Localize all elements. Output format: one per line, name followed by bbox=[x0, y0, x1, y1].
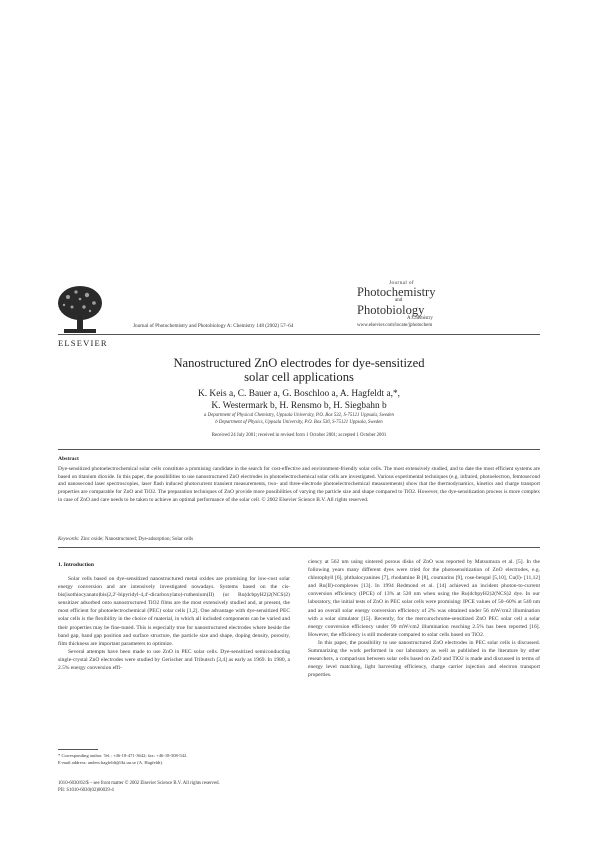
abstract-heading: Abstract bbox=[58, 456, 79, 462]
corresponding-author-footnote bbox=[58, 753, 290, 766]
intro-paragraph-1: Solar cells based on dye-sensitized nanostructured metal oxides are promising for low-cost solar energy conversion and are intensively investigated nowadays. Systems based on the cis-bis(isothiocyanato)bis(2,2′-bipyridyl-4,4′-dicarboxylato)-ruthenium(II) (or Ru(dcbpyH2)2(NCS)2) sensitizer adsorbed onto nanostructured TiO2 films are the most extensively studied and, at present, the most efficient for photoelectrochemical (PEC) solar cells [1,2]. One advantage with dye-sensitized PEC solar cells is the flexibility in the choice of material, in which all included components can be varied and their properties may be fine-tuned. This is especially true for nanostructured electrodes where beside the band gap, band gap position and surface structure, the particle size and shape, doping density, porosity, film thickness are important parameters to optimize. bbox=[58, 576, 290, 647]
keywords-line bbox=[58, 537, 193, 542]
footer-line-2: PII: S1010-6030(02)00039-4 bbox=[58, 788, 114, 793]
intro-paragraph-3: ciency at 562 nm using sintered porous disks of ZnO was reported by Matsumura et al. [5]. In the following years many different dyes were tried for the photosensitization of ZnO electrodes, e.g. chlorophyll [6], phthalocyanines [7], rhodamine B [8], coumarins [9], rose-bengal [5,10], Cu(I)- [11,12] and Ru(II)-complexes [13]. In 1994 Redmond et al. [14] achieved an incident photon-to-current conversion efficiency (IPCE) of 13% at 520 nm when using the Ru(dcbpyH2)2(NCS)2 dye. In our laboratory, the initial tests of ZnO in PEC solar cells were promising: IPCE values of 50–60% at 540 nm and an overall solar energy conversion efficiency of 2% was obtained under 56 mW/cm2 illumination with a solar simulator [15]. Recently, for the mercurochrome-sensitized ZnO PEC solar cell a solar energy conversion efficiency under 99 mW/cm2 illumination reaching 2.5% has been reported [16]. However, the efficiency is still moderate compared to solar cells based on TiO2. bbox=[308, 559, 540, 638]
footnote-rule bbox=[58, 749, 98, 750]
received-dates: Received 24 July 2001; received in revised form 1 October 2001; accepted 1 October 2001 bbox=[211, 433, 387, 438]
copyright-footer bbox=[58, 780, 220, 794]
body-column-left bbox=[58, 575, 290, 672]
title-line-2: solar cell applications bbox=[244, 370, 354, 384]
publisher-name: ELSEVIER bbox=[58, 338, 108, 348]
article-title bbox=[58, 356, 540, 384]
title-line-1: Nanostructured ZnO electrodes for dye-sensitized bbox=[173, 356, 425, 370]
footnote-line-1: * Corresponding author. Tel.: +46-18-471-3642; fax: +46-18-508-542. bbox=[58, 753, 188, 758]
journal-brand-block bbox=[357, 281, 442, 321]
intro-paragraph-2: Several attempts have been made to use ZnO in PEC solar cells. Dye-sensitized semiconducting single-crystal ZnO electrodes were studied by Gerischer and Tributsch [3,4] as early as 1969. In 1980, a 2.5% energy conversion effi- bbox=[58, 648, 290, 672]
journal-citation: Journal of Photochemistry and Photobiology A: Chemistry 148 (2002) 57–64 bbox=[133, 323, 294, 329]
authors-line-1: K. Keis a, C. Bauer a, G. Boschloo a, A. Hagfeldt a,*, bbox=[197, 389, 401, 399]
journal-brand-sub: A:Chemistry bbox=[407, 316, 433, 321]
abstract-top-rule bbox=[58, 449, 540, 450]
journal-brand-small: Journal of bbox=[389, 281, 415, 286]
authors-line-2: K. Westermark b, H. Rensmo b, H. Siegbahn b bbox=[211, 401, 387, 411]
keywords-label: Keywords: bbox=[58, 537, 80, 542]
elsevier-tree-logo bbox=[54, 283, 106, 339]
intro-paragraph-4: In this paper, the possibility to use nanostructured ZnO electrodes in PEC solar cells is discussed. Summarizing the work performed in our laboratory as well as published in the literature by other researchers, a comparison between solar cells based on ZnO and TiO2 is made and discussed in terms of energy level matching, light harvesting efficiency, charge carrier injection and electron transport properties. bbox=[308, 639, 540, 679]
affiliation-b: b Department of Physics, Uppsala University, P.O. Box 530, S-75121 Uppsala, Sweden bbox=[215, 420, 383, 425]
body-column-right bbox=[308, 558, 540, 679]
journal-brand-line2: Photobiology bbox=[357, 303, 425, 317]
section-heading-introduction: 1. Introduction bbox=[58, 562, 94, 568]
journal-brand-line1: Photochemistry bbox=[357, 285, 436, 299]
affiliation-a: a Department of Physical Chemistry, Uppsala University, P.O. Box 532, S-75121 Uppsala, Sweden bbox=[204, 413, 394, 418]
footer-line-1: 1010-6030/02/$ – see front matter © 2002 Elsevier Science B.V. All rights reserved. bbox=[58, 781, 220, 786]
keywords-list: Zinc oxide; Nanostructured; Dye-adsorption; Solar cells bbox=[80, 537, 194, 542]
footnote-line-2: E-mail address: anders.hagfeldt@fki.uu.se (A. Hagfeldt). bbox=[58, 759, 164, 765]
abstract-bottom-rule bbox=[58, 547, 540, 548]
header-rule bbox=[58, 334, 540, 335]
abstract-text: Dye-sensitized photoelectrochemical solar cells constitute a promising candidate in the search for cost-effective and environment-friendly solar cells. The most extensively studied, and to date the most efficient systems are based on titanium dioxide. In this paper, the possibilities to use nanostructured ZnO electrodes in photoelectrochemical solar cells are investigated. Various experimental techniques (e.g. infrared, photoelectron, femtosecond and nanosecond laser spectroscopies, laser flash induced photocurrent transient measurements, two- and three-electrode photoelectrochemical measurements) show that the thermodynamics, kinetics and charge transport properties are comparable for ZnO and TiO2. The preparation techniques of ZnO provide more possibilities of varying the particle size and shape compared to TiO2. However, the dye-sensitization process is more complex in case of ZnO and care needs to be taken to achieve an optimal performance of the solar cell. © 2002 Elsevier Science B.V. All rights reserved. bbox=[58, 466, 540, 503]
journal-url[interactable]: www.elsevier.com/locate/jphotochem bbox=[357, 323, 433, 328]
author-list bbox=[58, 388, 540, 412]
journal-brand-and: and bbox=[395, 298, 403, 303]
